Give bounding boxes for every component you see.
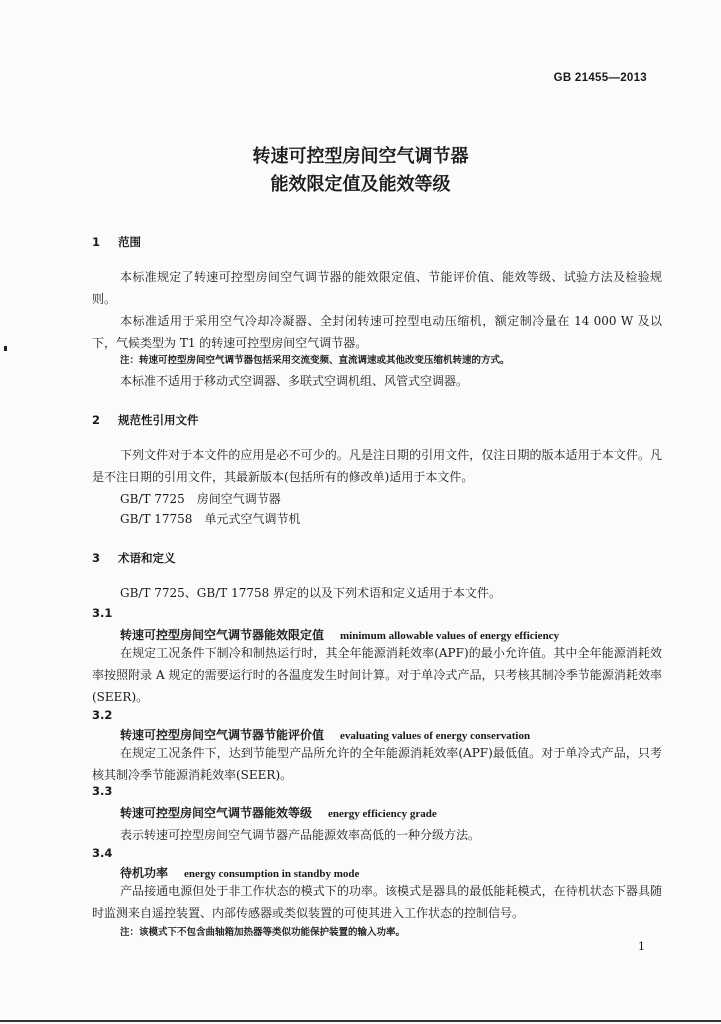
clause-3-1-body: 在规定工况条件下制冷和制热运行时，其全年能源消耗效率(APF)的最小允许值。其中全年能源消耗效率按照附录 A 规定的需要运行时的各温度发生时间计算。对于单冷式产品，只考核其制冷季节能源消耗效率(SEER)。	[92, 646, 662, 704]
title-line-2: 能效限定值及能效等级	[270, 174, 451, 195]
clause-3-4-term: 待机功率 energy consumption in standby mode	[120, 866, 360, 880]
clause-3-2-number: 3.2	[92, 708, 113, 722]
clause-3-4-note: 注：该模式下不包含曲轴箱加热器等类似功能保护装置的输入功率。	[120, 927, 406, 938]
section-1-heading: 1 范围	[92, 235, 141, 249]
section-3-intro: GB/T 7725、GB/T 17758 界定的以及下列术语和定义适用于本文件。	[120, 586, 502, 600]
clause-3-3-body: 表示转速可控型房间空气调节器产品能源效率高低的一种分级方法。	[120, 828, 481, 842]
clause-3-2-term: 转速可控型房间空气调节器节能评价值 evaluating values of energy conservation	[120, 728, 531, 742]
page-number: 1	[638, 940, 645, 953]
clause-3-3-term: 转速可控型房间空气调节器能效等级 energy efficiency grade	[120, 806, 437, 820]
scan-mark	[4, 346, 7, 351]
clause-3-1-number: 3.1	[92, 606, 113, 620]
reference-1: GB/T 7725 房间空气调节器	[120, 492, 281, 506]
clause-3-1-term: 转速可控型房间空气调节器能效限定值 minimum allowable values of energy efficiency	[120, 628, 560, 642]
clause-3-2-body: 在规定工况条件下，达到节能型产品所允许的全年能源消耗效率(APF)最低值。对于单冷式产品，只考核其制冷季节能源消耗效率(SEER)。	[92, 746, 662, 782]
section-1-para-1: 本标准规定了转速可控型房间空气调节器的能效限定值、节能评价值、能效等级、试验方法及检验规则。	[92, 270, 662, 306]
section-1-para-3: 本标准不适用于移动式空调器、多联式空调机组、风管式空调器。	[120, 374, 469, 388]
section-3-heading: 3 术语和定义	[92, 551, 176, 565]
scan-edge-line	[0, 1020, 721, 1022]
clause-3-4-body: 产品接通电源但处于非工作状态的模式下的功率。该模式是器具的最低能耗模式，在待机状态下器具随时监测来自遥控装置、内部传感器或类似装置的可使其进入工作状态的控制信号。	[92, 884, 662, 920]
standard-number: GB 21455—2013	[553, 72, 647, 84]
clause-3-4-number: 3.4	[92, 846, 113, 860]
section-2-para-1: 下列文件对于本文件的应用是必不可少的。凡是注日期的引用文件，仅注日期的版本适用于本文件。凡是不注日期的引用文件，其最新版本(包括所有的修改单)适用于本文件。	[92, 448, 662, 484]
title-line-1: 转速可控型房间空气调节器	[252, 146, 469, 167]
reference-2: GB/T 17758 单元式空气调节机	[120, 512, 301, 526]
section-1-note: 注：转速可控型房间空气调节器包括采用交流变频、直流调速或其他改变压缩机转速的方式。	[120, 355, 510, 366]
section-2-heading: 2 规范性引用文件	[92, 413, 199, 427]
clause-3-3-number: 3.3	[92, 784, 113, 798]
section-1-para-2: 本标准适用于采用空气冷却冷凝器、全封闭转速可控型电动压缩机，额定制冷量在 14 000 W 及以下，气候类型为 T1 的转速可控型房间空气调节器。	[92, 314, 662, 350]
